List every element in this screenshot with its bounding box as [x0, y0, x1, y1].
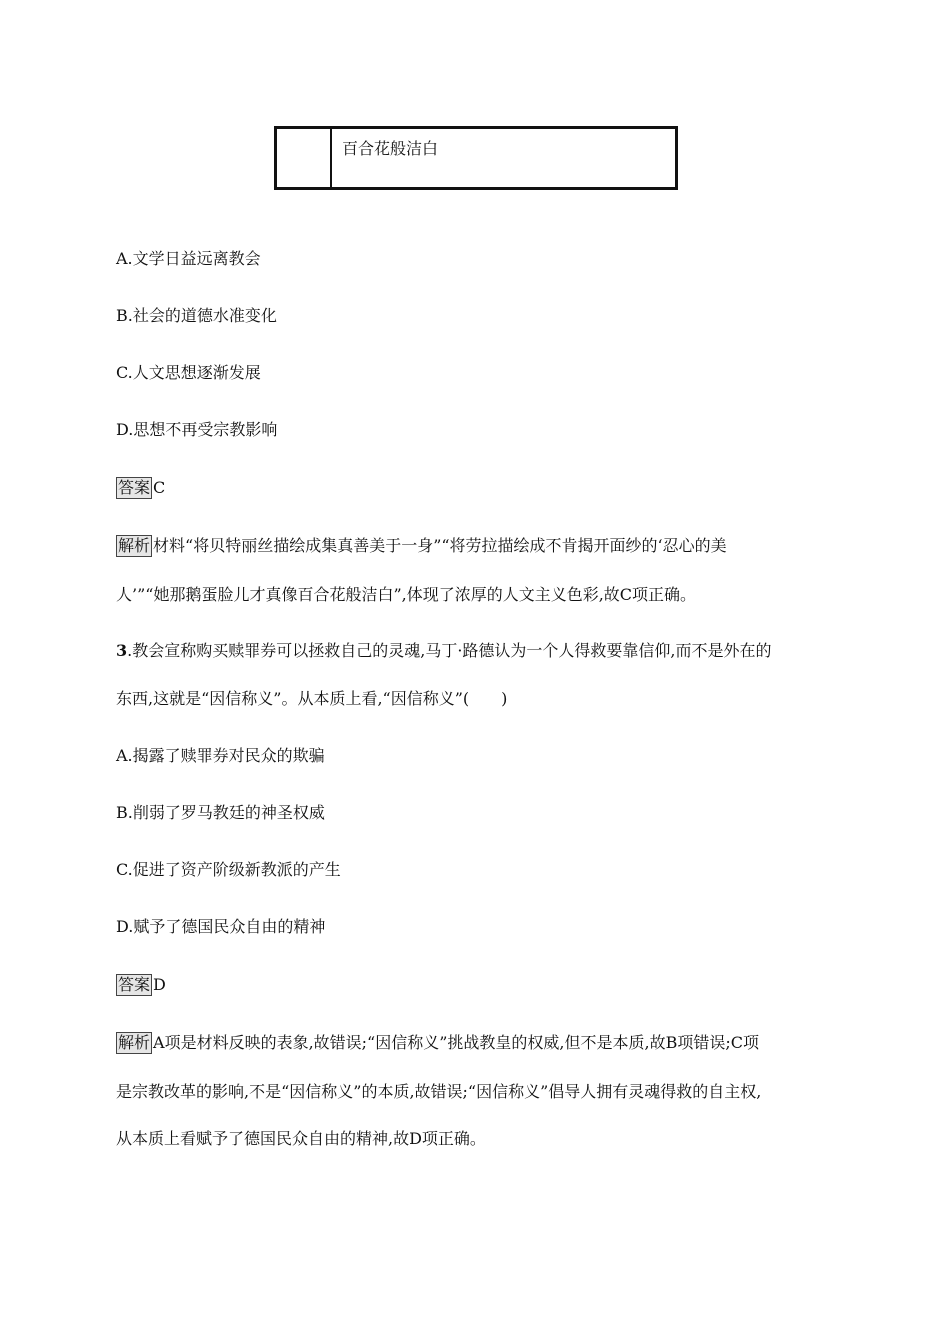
q3-option-d: D.赋予了德国民众自由的精神 — [116, 917, 326, 936]
q2-option-d: D.思想不再受宗教影响 — [116, 420, 278, 439]
answer-value: D — [153, 975, 166, 994]
stem-text: .教会宣称购买赎罪券可以拯救自己的灵魂,马丁·路德认为一个人得救要靠信仰,而不是外在的 — [127, 641, 772, 660]
table-cell-text: 百合花般洁白 — [342, 139, 439, 158]
q3-option-c: C.促进了资产阶级新教派的产生 — [116, 860, 341, 879]
q3-stem-line-1 — [116, 640, 772, 662]
answer-tag: 答案 — [118, 975, 151, 994]
q2-option-a: A.文学日益远离教会 — [116, 249, 261, 268]
q3-analysis-line-1 — [116, 1032, 759, 1054]
q2-analysis-line-1 — [116, 535, 727, 557]
analysis-tag: 解析 — [118, 536, 151, 555]
q2-option-c: C.人文思想逐渐发展 — [116, 363, 261, 382]
q3-option-b: B.削弱了罗马教廷的神圣权威 — [116, 803, 325, 822]
analysis-tag: 解析 — [118, 1033, 151, 1052]
q3-option-a: A.揭露了赎罪券对民众的欺骗 — [116, 746, 325, 765]
answer-tag: 答案 — [118, 478, 151, 497]
question-number: 3 — [116, 641, 128, 660]
q3-analysis-line-3: 从本质上看赋予了德国民众自由的精神,故D项正确。 — [116, 1129, 486, 1148]
q2-option-b: B.社会的道德水准变化 — [116, 306, 277, 325]
analysis-text: 材料“将贝特丽丝描绘成集真善美于一身”“将劳拉描绘成不肯揭开面纱的‘忍心的美 — [153, 536, 727, 555]
q2-analysis-line-2: 人’”“她那鹅蛋脸儿才真像百合花般洁白”,体现了浓厚的人文主义色彩,故C项正确。 — [116, 585, 697, 604]
answer-value: C — [153, 478, 166, 497]
table-cell-empty — [277, 129, 332, 187]
q3-stem-line-2: 东西,这就是“因信称义”。从本质上看,“因信称义”( ) — [116, 689, 508, 708]
analysis-text: A项是材料反映的表象,故错误;“因信称义”挑战教皇的权威,但不是本质,故B项错误;C项 — [153, 1033, 759, 1052]
q2-answer — [116, 477, 165, 499]
q3-analysis-line-2: 是宗教改革的影响,不是“因信称义”的本质,故错误;“因信称义”倡导人拥有灵魂得救的自主权, — [116, 1082, 762, 1101]
q3-answer — [116, 974, 166, 996]
material-table — [274, 126, 678, 190]
